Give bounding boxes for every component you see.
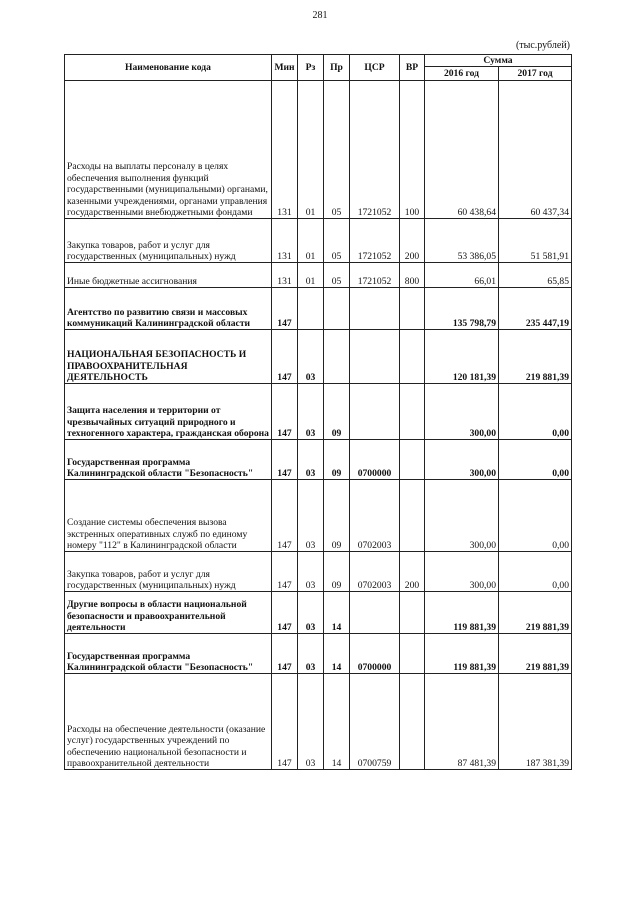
units-label: (тыс.рублей) xyxy=(515,40,570,51)
cell-min: 147 xyxy=(272,330,298,384)
cell-2017: 219 881,39 xyxy=(499,634,572,674)
cell-2017: 235 447,19 xyxy=(499,288,572,330)
table-row xyxy=(65,330,572,384)
cell-2017: 0,00 xyxy=(499,480,572,552)
cell-min: 147 xyxy=(272,288,298,330)
cell-2016: 300,00 xyxy=(425,480,499,552)
cell-2017: 51 581,91 xyxy=(499,219,572,263)
cell-name: Закупка товаров, работ и услуг для государственных (муниципальных) нужд xyxy=(65,552,272,592)
cell-rz: 03 xyxy=(298,384,324,440)
cell-csr: 1721052 xyxy=(350,219,400,263)
cell-rz: 03 xyxy=(298,674,324,770)
cell-name: Защита населения и территории от чрезвычайных ситуаций природного и техногенного характера, гражданская оборона xyxy=(65,384,272,440)
cell-pr: 14 xyxy=(324,634,350,674)
cell-min: 147 xyxy=(272,634,298,674)
table-row xyxy=(65,81,572,219)
cell-2016: 119 881,39 xyxy=(425,592,499,634)
cell-csr: 0700000 xyxy=(350,440,400,480)
cell-rz: 01 xyxy=(298,263,324,288)
cell-csr: 0702003 xyxy=(350,552,400,592)
cell-pr xyxy=(324,288,350,330)
cell-vr xyxy=(400,634,425,674)
table-row xyxy=(65,263,572,288)
cell-csr: 0702003 xyxy=(350,480,400,552)
cell-2017: 0,00 xyxy=(499,384,572,440)
cell-csr: 0700000 xyxy=(350,634,400,674)
cell-name: Расходы на обеспечение деятельности (оказание услуг) государственных учреждений по обеспечению национальной безопасности и правоохранительной деятельности xyxy=(65,674,272,770)
budget-table xyxy=(64,54,572,770)
cell-2016: 120 181,39 xyxy=(425,330,499,384)
cell-csr xyxy=(350,288,400,330)
header-year-2017: 2017 год xyxy=(499,67,572,81)
cell-vr xyxy=(400,592,425,634)
cell-2016: 53 386,05 xyxy=(425,219,499,263)
cell-vr xyxy=(400,384,425,440)
cell-min: 147 xyxy=(272,440,298,480)
page-number: 281 xyxy=(312,10,328,21)
cell-name: Другие вопросы в области национальной безопасности и правоохранительной деятельности xyxy=(65,592,272,634)
header-name: Наименование кода xyxy=(65,55,272,81)
cell-min: 131 xyxy=(272,219,298,263)
cell-vr: 200 xyxy=(400,552,425,592)
cell-min: 147 xyxy=(272,592,298,634)
cell-name: Агентство по развитию связи и массовых коммуникаций Калининградской области xyxy=(65,288,272,330)
cell-2017: 65,85 xyxy=(499,263,572,288)
cell-2017: 219 881,39 xyxy=(499,592,572,634)
cell-name: Создание системы обеспечения вызова экстренных оперативных служб по единому номеру "112" в Калининградской области xyxy=(65,480,272,552)
cell-vr xyxy=(400,480,425,552)
cell-csr xyxy=(350,384,400,440)
cell-csr: 1721052 xyxy=(350,81,400,219)
cell-2017: 0,00 xyxy=(499,440,572,480)
cell-2017: 219 881,39 xyxy=(499,330,572,384)
cell-pr: 09 xyxy=(324,552,350,592)
table-row xyxy=(65,674,572,770)
cell-2017: 187 381,39 xyxy=(499,674,572,770)
cell-name: Расходы на выплаты персоналу в целях обеспечения выполнения функций государственными (муниципальными) органами, казенными учреждениями, органами управления государственными внебюджетными фондами xyxy=(65,81,272,219)
cell-name: Государственная программа Калининградской области "Безопасность" xyxy=(65,634,272,674)
cell-2017: 0,00 xyxy=(499,552,572,592)
cell-min: 147 xyxy=(272,384,298,440)
cell-2016: 66,01 xyxy=(425,263,499,288)
cell-name: НАЦИОНАЛЬНАЯ БЕЗОПАСНОСТЬ И ПРАВООХРАНИТЕЛЬНАЯ ДЕЯТЕЛЬНОСТЬ xyxy=(65,330,272,384)
table-body xyxy=(65,81,572,770)
cell-pr: 14 xyxy=(324,674,350,770)
cell-min: 147 xyxy=(272,552,298,592)
cell-csr: 1721052 xyxy=(350,263,400,288)
cell-pr: 05 xyxy=(324,81,350,219)
table-row xyxy=(65,634,572,674)
cell-2016: 60 438,64 xyxy=(425,81,499,219)
cell-rz: 03 xyxy=(298,592,324,634)
cell-name: Закупка товаров, работ и услуг для государственных (муниципальных) нужд xyxy=(65,219,272,263)
cell-csr xyxy=(350,592,400,634)
cell-2016: 87 481,39 xyxy=(425,674,499,770)
header-vr: ВР xyxy=(400,55,425,81)
cell-pr: 09 xyxy=(324,480,350,552)
cell-pr: 05 xyxy=(324,219,350,263)
cell-rz: 03 xyxy=(298,634,324,674)
table-row xyxy=(65,384,572,440)
cell-pr: 09 xyxy=(324,440,350,480)
cell-2017: 60 437,34 xyxy=(499,81,572,219)
header-year-2016: 2016 год xyxy=(425,67,499,81)
cell-vr xyxy=(400,288,425,330)
cell-rz: 01 xyxy=(298,219,324,263)
table-row xyxy=(65,219,572,263)
cell-pr: 09 xyxy=(324,384,350,440)
cell-name: Государственная программа Калининградской области "Безопасность" xyxy=(65,440,272,480)
cell-min: 131 xyxy=(272,81,298,219)
table-row xyxy=(65,440,572,480)
cell-vr: 200 xyxy=(400,219,425,263)
cell-2016: 300,00 xyxy=(425,552,499,592)
cell-csr xyxy=(350,330,400,384)
table-row xyxy=(65,592,572,634)
cell-rz: 03 xyxy=(298,440,324,480)
cell-2016: 300,00 xyxy=(425,384,499,440)
cell-pr: 05 xyxy=(324,263,350,288)
cell-2016: 300,00 xyxy=(425,440,499,480)
cell-rz: 01 xyxy=(298,81,324,219)
cell-pr: 14 xyxy=(324,592,350,634)
table-row xyxy=(65,480,572,552)
header-csr: ЦСР xyxy=(350,55,400,81)
cell-name: Иные бюджетные ассигнования xyxy=(65,263,272,288)
cell-rz: 03 xyxy=(298,330,324,384)
cell-2016: 135 798,79 xyxy=(425,288,499,330)
cell-vr: 800 xyxy=(400,263,425,288)
cell-rz: 03 xyxy=(298,480,324,552)
cell-min: 147 xyxy=(272,674,298,770)
cell-vr xyxy=(400,440,425,480)
cell-2016: 119 881,39 xyxy=(425,634,499,674)
cell-vr xyxy=(400,674,425,770)
table-row xyxy=(65,288,572,330)
header-min: Мин xyxy=(272,55,298,81)
cell-min: 147 xyxy=(272,480,298,552)
cell-csr: 0700759 xyxy=(350,674,400,770)
cell-rz xyxy=(298,288,324,330)
cell-vr xyxy=(400,330,425,384)
header-sum: Сумма xyxy=(425,55,572,67)
cell-rz: 03 xyxy=(298,552,324,592)
cell-pr xyxy=(324,330,350,384)
cell-vr: 100 xyxy=(400,81,425,219)
header-rz: Рз xyxy=(298,55,324,81)
header-pr: Пр xyxy=(324,55,350,81)
cell-min: 131 xyxy=(272,263,298,288)
table-row xyxy=(65,552,572,592)
